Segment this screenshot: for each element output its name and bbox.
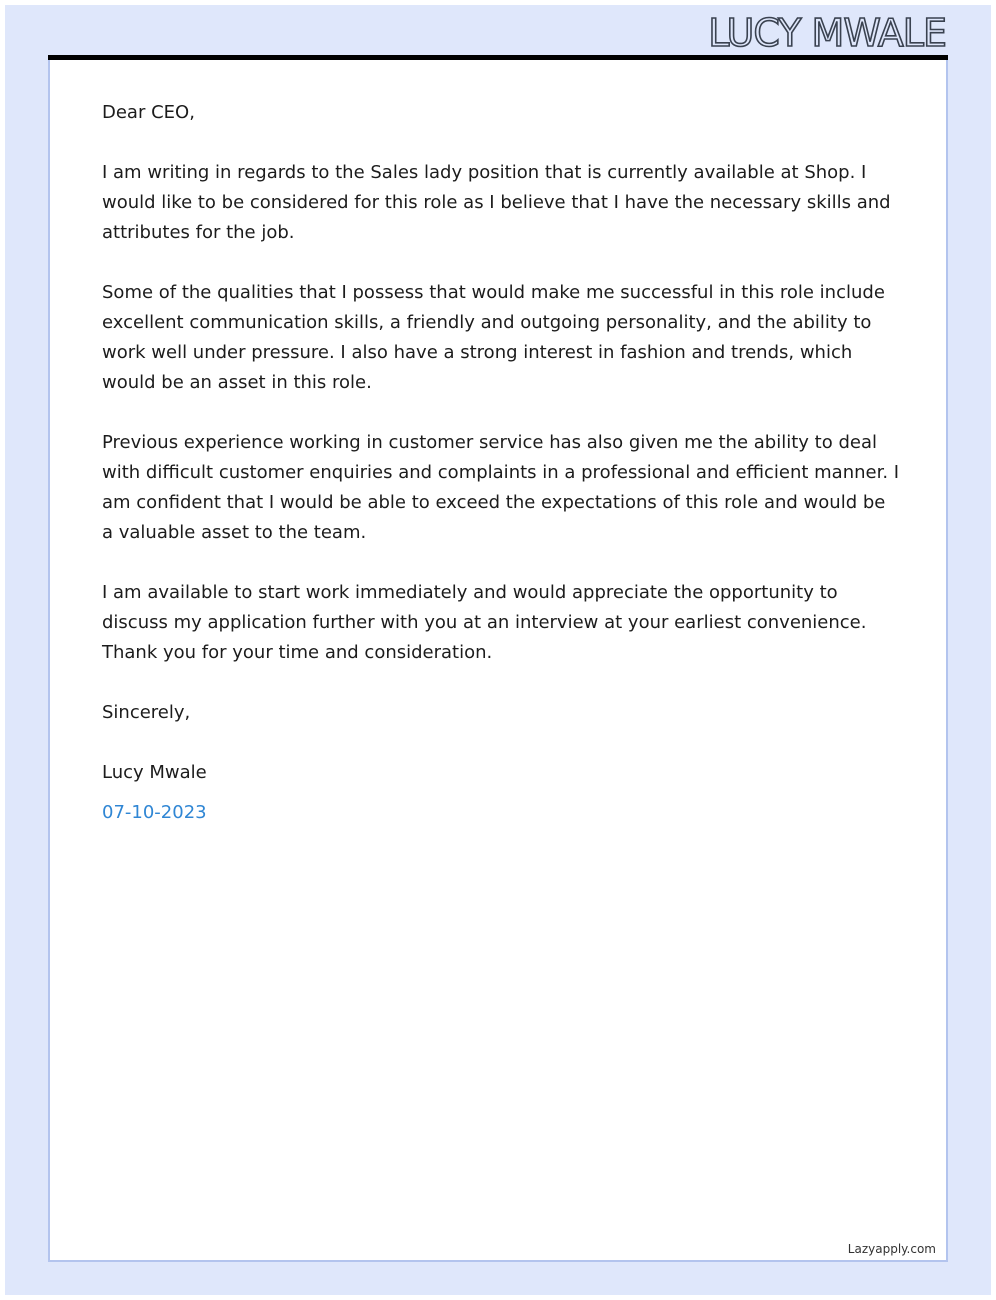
footer-brand: Lazyapply.com xyxy=(847,1242,936,1256)
letter-paragraph: Some of the qualities that I possess that would make me successful in this role include excellent communication skills, a friendly and outgoing personality, and the ability to work well under pressure. I also have a strong interest in fashion and trends, which would be an asset in this role. xyxy=(102,282,885,393)
signature-name: Lucy Mwale xyxy=(102,762,207,783)
closing: Sincerely, xyxy=(102,702,191,723)
letter-paragraph: I am available to start work immediately and would appreciate the opportunity to discuss my application further with you at an interview at your earliest convenience. Thank you for your time and consideration. xyxy=(102,582,867,663)
letter-date: 07-10-2023 xyxy=(102,802,207,823)
letter-paragraph: Previous experience working in customer service has also given me the ability to deal with difficult customer enquiries and complaints in a professional and efficient manner. I am confident that I would be able to exceed the expectations of this role and would be a valuable asset to the team. xyxy=(102,432,900,543)
letter-paragraph: I am writing in regards to the Sales lady position that is currently available at Shop. I would like to be considered for this role as I believe that I have the necessary skills and attributes for the job. xyxy=(102,162,891,243)
salutation: Dear CEO, xyxy=(102,102,195,123)
letter-page xyxy=(48,60,948,1262)
applicant-name-header: LUCY MWALE xyxy=(708,11,946,55)
cover-letter-body xyxy=(102,98,902,828)
